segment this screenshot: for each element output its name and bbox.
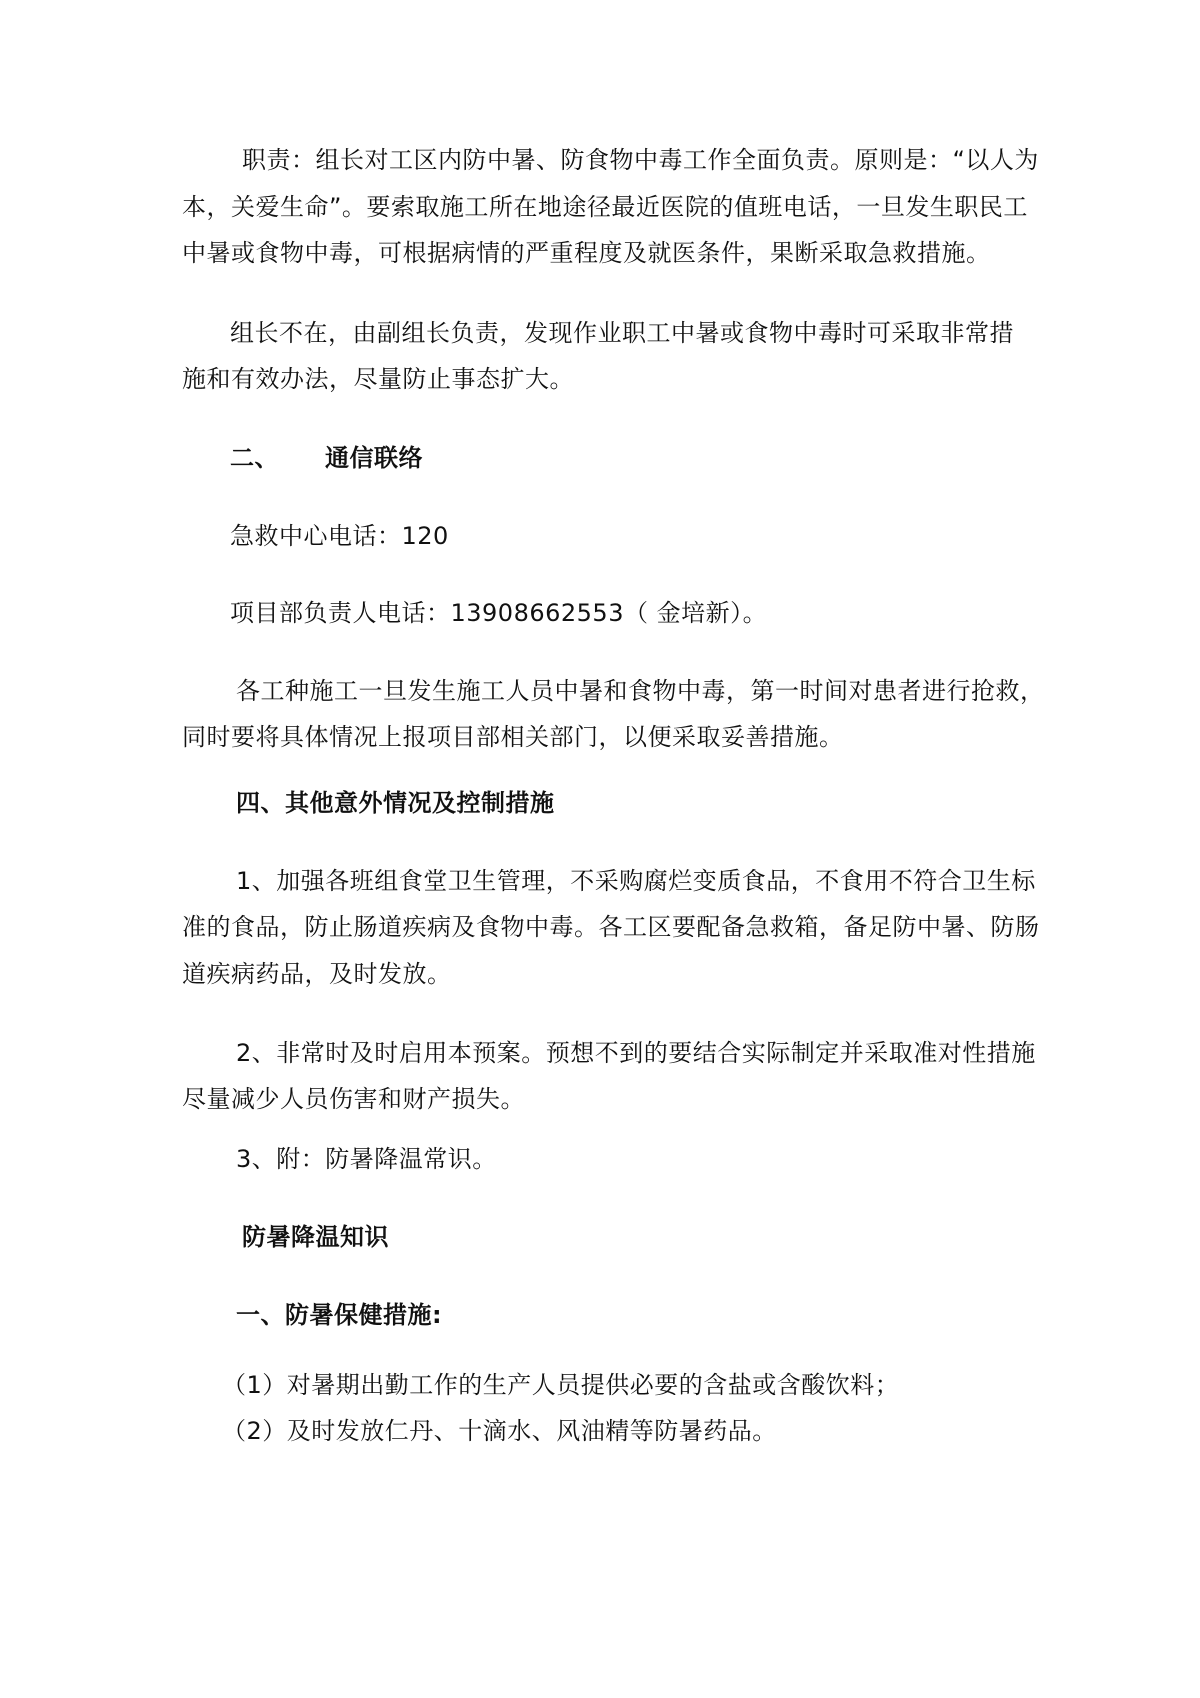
report-paragraph-line-2: 同时要将具体情况上报项目部相关部门，以便采取妥善措施。 [182,723,844,751]
duty-paragraph-line-1: 职责：组长对工区内防中暑、防食物中毒工作全面负责。原则是：“以人为 [242,146,1039,174]
item-1-line-2: 准的食品，防止肠道疾病及食物中毒。各工区要配备急救箱，备足防中暑、防肠 [182,913,1040,941]
section-2-heading [230,441,423,475]
item-2-line-1: 2、非常时及时启用本预案。预想不到的要结合实际制定并采取准对性措施 [236,1039,1036,1067]
emergency-phone-line: 急救中心电话：120 [230,522,449,550]
item-1-line-1: 1、加强各班组食堂卫生管理，不采购腐烂变质食品，不食用不符合卫生标 [236,867,1036,895]
duty-paragraph-line-2: 本，关爱生命”。要索取施工所在地途径最近医院的值班电话，一旦发生职民工 [182,193,1028,221]
section-2-title: 通信联络 [325,444,423,472]
duty-paragraph-line-3: 中暑或食物中毒，可根据病情的严重程度及就医条件，果断采取急救措施。 [182,239,991,267]
measures-heading: 一、防暑保健措施: [236,1301,443,1329]
measure-2-line: （2）及时发放仁丹、十滴水、风油精等防暑药品。 [222,1417,777,1445]
measure-1-line: （1）对暑期出勤工作的生产人员提供必要的含盐或含酸饮料； [222,1371,900,1399]
section-4-heading: 四、其他意外情况及控制措施 [236,789,555,817]
report-paragraph-line-1: 各工种施工一旦发生施工人员中暑和食物中毒，第一时间对患者进行抢救， [236,677,1045,705]
item-2-line-2: 尽量减少人员伤害和财产损失。 [182,1085,525,1113]
deputy-paragraph-line-2: 施和有效办法，尽量防止事态扩大。 [182,365,574,393]
item-3-line: 3、附：防暑降温常识。 [236,1145,497,1173]
manager-phone-line: 项目部负责人电话：13908662553（ 金培新）。 [230,599,768,627]
knowledge-title: 防暑降温知识 [242,1223,389,1251]
section-2-number: 二、 [230,444,279,472]
deputy-paragraph-line-1: 组长不在，由副组长负责，发现作业职工中暑或食物中毒时可采取非常措 [230,319,1014,347]
item-1-line-3: 道疾病药品，及时发放。 [182,960,452,988]
